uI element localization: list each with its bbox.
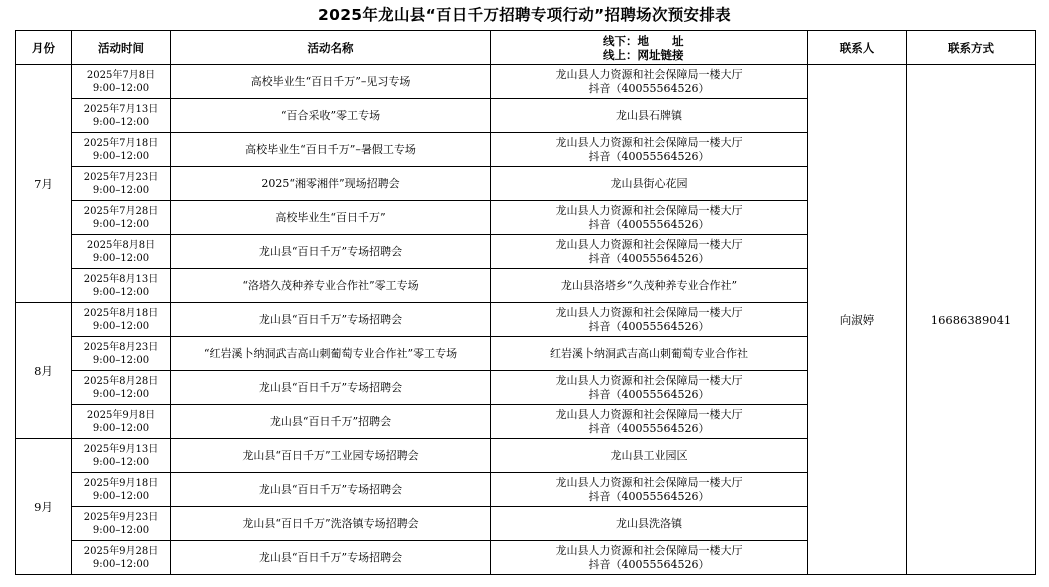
event-venue-offline: 龙山县人力资源和社会保障局一楼大厅	[555, 475, 743, 489]
event-venue-online: 抖音（40055564526）	[588, 149, 710, 163]
event-hours: 9:00–12:00	[92, 252, 150, 264]
event-hours: 9:00–12:00	[92, 218, 150, 230]
event-venue-offline: 龙山县洛塔乡“久茂种养专业合作社”	[560, 278, 738, 292]
event-time-cell	[72, 473, 171, 507]
event-venue-cell	[491, 133, 808, 167]
event-date: 2025年8月8日	[86, 239, 156, 251]
event-name: 龙山县“百日千万”专场招聘会	[171, 541, 491, 575]
event-hours: 9:00–12:00	[92, 150, 150, 162]
header-row	[16, 31, 1036, 65]
event-venue-cell	[491, 201, 808, 235]
header-contact: 联系人	[808, 31, 907, 65]
event-name: 龙山县“百日千万”专场招聘会	[171, 303, 491, 337]
event-hours: 9:00–12:00	[92, 354, 150, 366]
event-hours: 9:00–12:00	[92, 490, 150, 502]
event-time-cell	[72, 133, 171, 167]
event-venue-offline: 龙山县人力资源和社会保障局一楼大厅	[555, 373, 743, 387]
event-date: 2025年9月28日	[83, 545, 159, 557]
event-date: 2025年7月28日	[83, 205, 159, 217]
event-name: “百合采收”零工专场	[171, 99, 491, 133]
event-venue-cell	[491, 303, 808, 337]
event-venue-online: 抖音（40055564526）	[588, 81, 710, 95]
event-hours: 9:00–12:00	[92, 524, 150, 536]
contact-phone: 16686389041	[907, 65, 1036, 575]
event-date: 2025年8月18日	[83, 307, 159, 319]
event-hours: 9:00–12:00	[92, 82, 150, 94]
header-venue-offline: 线下：地 址	[603, 33, 684, 48]
event-venue-online: 抖音（40055564526）	[588, 319, 710, 333]
event-time-cell	[72, 269, 171, 303]
event-venue-offline: 红岩溪卜纳洞武吉高山刺葡萄专业合作社	[550, 346, 748, 360]
event-time-cell	[72, 371, 171, 405]
event-time-cell	[72, 507, 171, 541]
event-date: 2025年7月18日	[83, 137, 159, 149]
event-name: 高校毕业生“百日千万”–见习专场	[171, 65, 491, 99]
header-phone: 联系方式	[907, 31, 1036, 65]
contact-person: 向淑婷	[808, 65, 907, 575]
header-month: 月份	[16, 31, 72, 65]
event-time-cell	[72, 337, 171, 371]
event-name: 2025“湘零湘伴”现场招聘会	[171, 167, 491, 201]
event-venue-offline: 龙山县街心花园	[610, 176, 688, 190]
event-venue-offline: 龙山县人力资源和社会保障局一楼大厅	[555, 305, 743, 319]
event-date: 2025年8月13日	[83, 273, 159, 285]
event-date: 2025年7月8日	[86, 69, 156, 81]
event-venue-cell	[491, 337, 808, 371]
event-date: 2025年9月8日	[86, 409, 156, 421]
event-venue-offline: 龙山县人力资源和社会保障局一楼大厅	[555, 67, 743, 81]
event-venue-cell	[491, 439, 808, 473]
event-name: 龙山县“百日千万”专场招聘会	[171, 235, 491, 269]
event-venue-online: 抖音（40055564526）	[588, 387, 710, 401]
event-venue-cell	[491, 507, 808, 541]
header-venue	[491, 31, 808, 65]
event-date: 2025年8月28日	[83, 375, 159, 387]
header-name: 活动名称	[171, 31, 491, 65]
event-venue-offline: 龙山县人力资源和社会保障局一楼大厅	[555, 407, 743, 421]
event-venue-offline: 龙山县人力资源和社会保障局一楼大厅	[555, 237, 743, 251]
month-cell: 7月	[16, 65, 72, 303]
event-name: 龙山县“百日千万”专场招聘会	[171, 371, 491, 405]
event-time-cell	[72, 65, 171, 99]
event-venue-cell	[491, 405, 808, 439]
event-time-cell	[72, 439, 171, 473]
month-cell: 8月	[16, 303, 72, 439]
event-date: 2025年9月13日	[83, 443, 159, 455]
event-name: 高校毕业生“百日千万”	[171, 201, 491, 235]
event-hours: 9:00–12:00	[92, 388, 150, 400]
event-hours: 9:00–12:00	[92, 116, 150, 128]
event-date: 2025年7月13日	[83, 103, 159, 115]
event-venue-offline: 龙山县工业园区	[610, 448, 688, 462]
event-date: 2025年8月23日	[83, 341, 159, 353]
event-venue-cell	[491, 167, 808, 201]
header-venue-online: 线上：网址链接	[603, 47, 684, 62]
event-venue-cell	[491, 473, 808, 507]
event-venue-online: 抖音（40055564526）	[588, 217, 710, 231]
event-venue-cell	[491, 371, 808, 405]
event-date: 2025年9月18日	[83, 477, 159, 489]
event-time-cell	[72, 303, 171, 337]
schedule-table	[15, 30, 1036, 575]
event-time-cell	[72, 201, 171, 235]
event-venue-offline: 龙山县石牌镇	[616, 108, 682, 122]
event-time-cell	[72, 235, 171, 269]
event-venue-cell	[491, 235, 808, 269]
event-hours: 9:00–12:00	[92, 558, 150, 570]
event-time-cell	[72, 541, 171, 575]
event-venue-online: 抖音（40055564526）	[588, 251, 710, 265]
event-time-cell	[72, 167, 171, 201]
event-name: “红岩溪卜纳洞武吉高山刺葡萄专业合作社”零工专场	[171, 337, 491, 371]
schedule-body	[16, 65, 1036, 575]
event-time-cell	[72, 405, 171, 439]
event-venue-offline: 龙山县人力资源和社会保障局一楼大厅	[555, 543, 743, 557]
page-title: 2025年龙山县“百日千万招聘专项行动”招聘场次预安排表	[318, 6, 731, 24]
event-name: 龙山县“百日千万”工业园专场招聘会	[171, 439, 491, 473]
event-hours: 9:00–12:00	[92, 184, 150, 196]
event-date: 2025年7月23日	[83, 171, 159, 183]
event-name: 龙山县“百日千万”专场招聘会	[171, 473, 491, 507]
event-name: 高校毕业生“百日千万”–暑假工专场	[171, 133, 491, 167]
event-venue-cell	[491, 269, 808, 303]
event-hours: 9:00–12:00	[92, 320, 150, 332]
event-venue-online: 抖音（40055564526）	[588, 557, 710, 571]
event-venue-cell	[491, 541, 808, 575]
event-time-cell	[72, 99, 171, 133]
event-venue-online: 抖音（40055564526）	[588, 489, 710, 503]
header-time: 活动时间	[72, 31, 171, 65]
event-venue-cell	[491, 65, 808, 99]
event-name: 龙山县“百日千万”招聘会	[171, 405, 491, 439]
event-hours: 9:00–12:00	[92, 286, 150, 298]
table-row	[16, 65, 1036, 99]
event-name: “洛塔久茂种养专业合作社”零工专场	[171, 269, 491, 303]
event-venue-offline: 龙山县人力资源和社会保障局一楼大厅	[555, 135, 743, 149]
event-hours: 9:00–12:00	[92, 456, 150, 468]
month-cell: 9月	[16, 439, 72, 575]
event-hours: 9:00–12:00	[92, 422, 150, 434]
event-venue-offline: 龙山县人力资源和社会保障局一楼大厅	[555, 203, 743, 217]
event-venue-online: 抖音（40055564526）	[588, 421, 710, 435]
event-venue-offline: 龙山县洗洛镇	[616, 516, 682, 530]
event-venue-cell	[491, 99, 808, 133]
event-date: 2025年9月23日	[83, 511, 159, 523]
event-name: 龙山县“百日千万”洗洛镇专场招聘会	[171, 507, 491, 541]
